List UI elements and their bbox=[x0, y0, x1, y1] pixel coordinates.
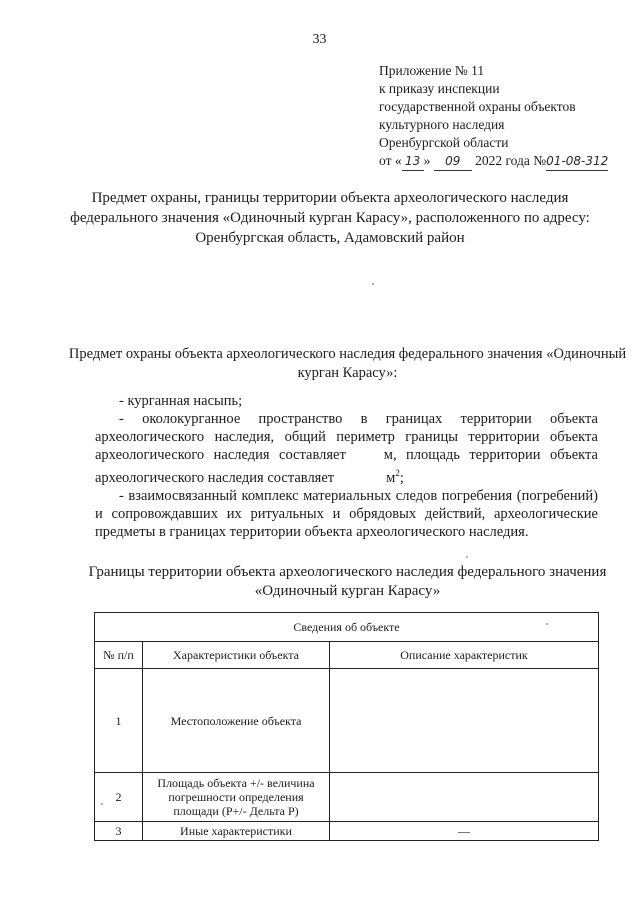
row-characteristic: Иные характеристики bbox=[143, 822, 330, 841]
row-characteristic: Местоположение объекта bbox=[143, 669, 330, 773]
area-unit-exponent: 2 bbox=[395, 468, 400, 478]
appendix-header bbox=[379, 62, 608, 170]
subject-item-3: - взаимосвязанный комплекс материальных следов погребения (погребений) и сопровождавших их ритуальных и обрядовых действий, археологические предметы в границах территории объекта археологического наследия. bbox=[95, 487, 598, 540]
order-number: 01-08-312 bbox=[546, 152, 608, 171]
page-number: 33 bbox=[312, 32, 327, 47]
table-row bbox=[95, 822, 599, 841]
row-description bbox=[330, 773, 599, 822]
scan-speck bbox=[372, 283, 374, 285]
subject-list bbox=[95, 392, 598, 541]
row-description: — bbox=[330, 822, 599, 841]
borders-heading: Границы территории объекта археологического наследия федерального значения «Одиночный курган Карасу» bbox=[88, 564, 607, 599]
date-day: 13 bbox=[402, 152, 424, 171]
appendix-date-line bbox=[379, 152, 608, 170]
date-mid: » bbox=[423, 153, 431, 168]
table-row bbox=[95, 669, 599, 773]
date-month: 09 bbox=[434, 152, 472, 171]
row-number: 2 bbox=[95, 773, 143, 822]
header-description: Описание характеристик bbox=[330, 642, 599, 669]
header-number: № п/п bbox=[95, 642, 143, 669]
scan-speck bbox=[546, 623, 548, 625]
row-description bbox=[330, 669, 599, 773]
appendix-line: Оренбургской области bbox=[379, 135, 509, 150]
subject-item-1: - курганная насыпь; bbox=[119, 393, 243, 409]
document-title: Предмет охраны, границы территории объекта археологического наследия федерального значения «Одиночный курган Карасу», расположенного по адресу: Оренбургская область, Адамовский район bbox=[70, 190, 590, 246]
row-number: 1 bbox=[95, 669, 143, 773]
appendix-line: к приказу инспекции bbox=[379, 81, 500, 96]
row-characteristic: Площадь объекта +/- величина погрешности определения площади (P+/- Дельта P) bbox=[143, 773, 330, 822]
subject-item-2-part-a: - околокурганное пространство в границах территории объекта археологического наследия, общий периметр границы территории объекта археологического наследия составляет bbox=[95, 411, 598, 463]
appendix-line: государственной охраны объектов bbox=[379, 99, 576, 114]
subject-item-2-end: ; bbox=[399, 469, 404, 486]
object-info-table bbox=[94, 612, 599, 841]
subject-heading: Предмет охраны объекта археологического наследия федерального значения «Одиночный курган Карасу»: bbox=[68, 346, 627, 381]
scan-speck bbox=[466, 556, 468, 558]
date-year: 2022 года № bbox=[475, 153, 547, 168]
date-prefix: от « bbox=[379, 153, 402, 168]
appendix-line: культурного наследия bbox=[379, 117, 505, 132]
table-row bbox=[95, 773, 599, 822]
row-number: 3 bbox=[95, 822, 143, 841]
scan-speck bbox=[101, 803, 103, 805]
subject-item-2 bbox=[95, 410, 598, 487]
area-unit: м bbox=[386, 469, 396, 486]
appendix-line: Приложение № 11 bbox=[379, 63, 485, 78]
table-caption: Сведения об объекте bbox=[95, 613, 599, 642]
subject-item-2-part-b: м, площадь территории объекта археологического наследия составляет bbox=[95, 447, 598, 486]
header-characteristic: Характеристики объекта bbox=[143, 642, 330, 669]
